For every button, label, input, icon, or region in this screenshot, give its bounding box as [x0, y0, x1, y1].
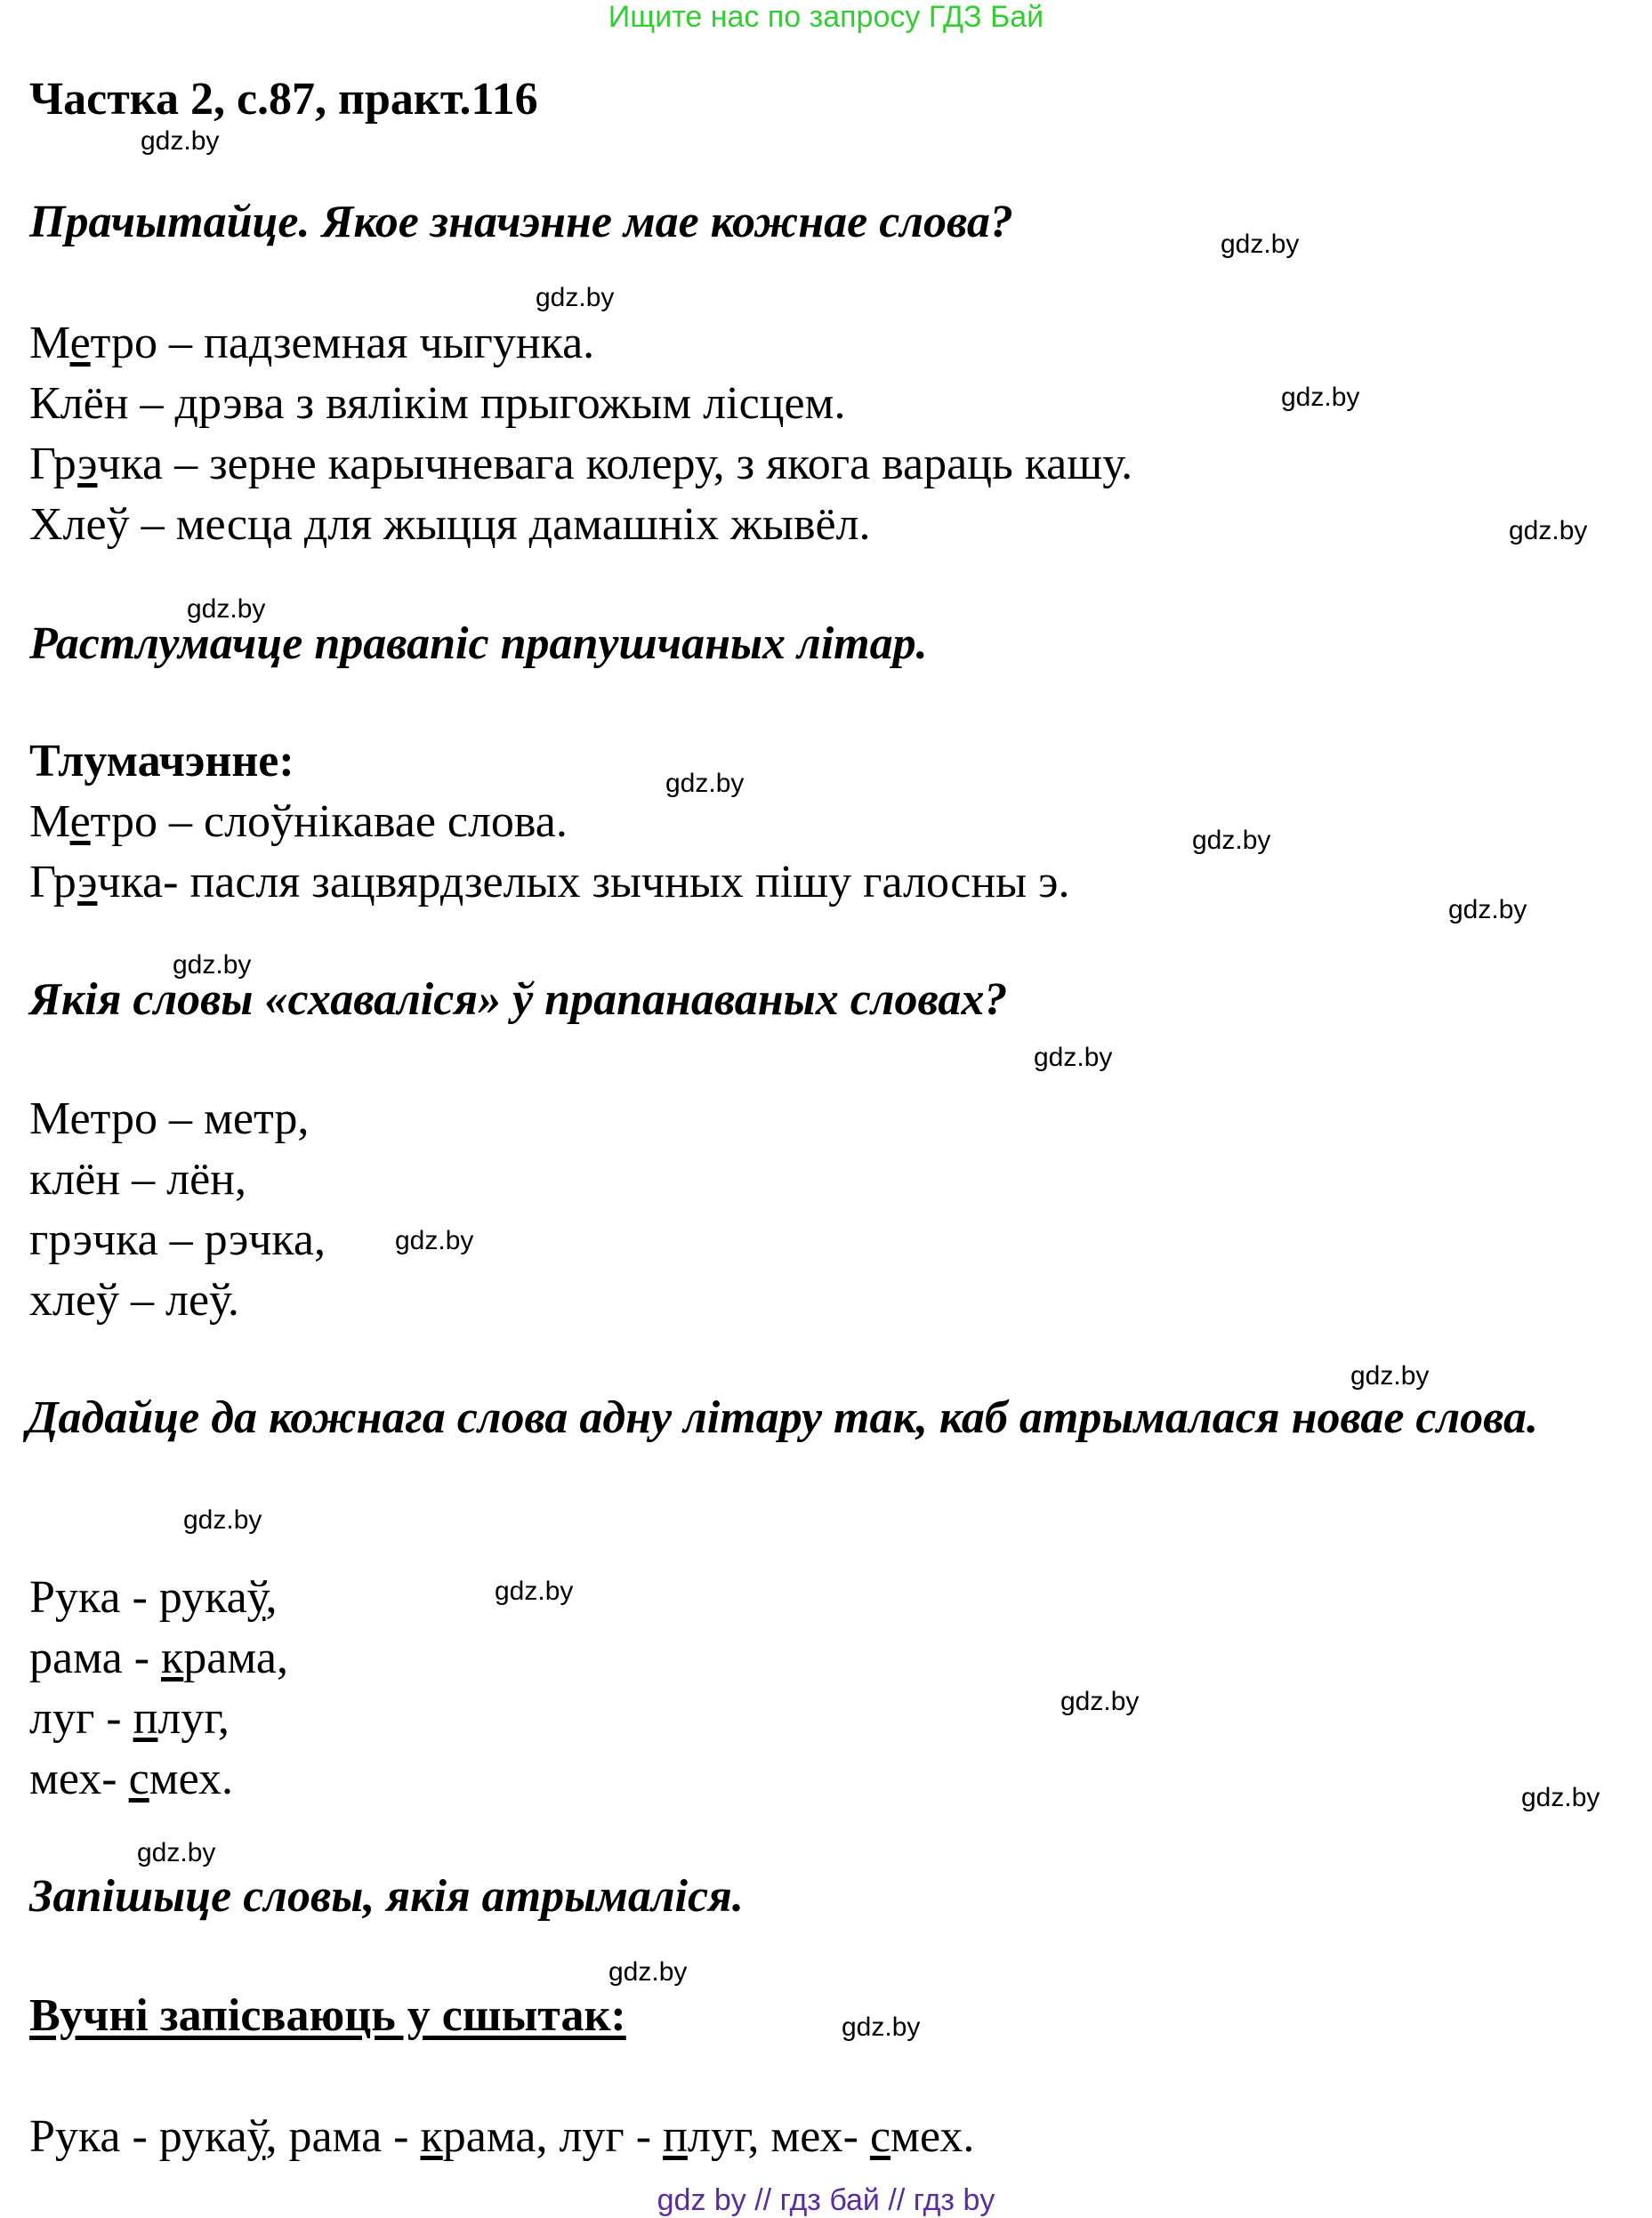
footer-links[interactable]: gdz by // гдз бай // гдз by: [657, 2183, 995, 2217]
answer-line: луг - плуг,: [29, 1693, 230, 1744]
watermark: gdz.by: [608, 1957, 688, 1987]
watermark: gdz.by: [187, 594, 266, 624]
watermark: gdz.by: [1221, 230, 1300, 259]
answer-line: Метро – метр,: [29, 1093, 310, 1144]
watermark: gdz.by: [1448, 895, 1527, 924]
top-banner[interactable]: Ищите нас по запросу ГДЗ Бай: [608, 0, 1044, 34]
question-spelling: Растлумачце правапіс прапушчаных літар.: [29, 618, 928, 669]
answer-line: Грэчка – зерне карычневага колеру, з якога вараць кашу.: [29, 439, 1133, 489]
watermark: gdz.by: [183, 1505, 262, 1535]
explanation-line: Грэчка- пасля зацвярдзелых зычных пішу галосны э.: [29, 857, 1070, 907]
question-add-letter: Дадайце да кожнага слова адну літару так, каб атрымалася новае слова.: [27, 1392, 1539, 1443]
answer-line: Метро – падземная чыгунка.: [29, 318, 595, 368]
watermark: gdz.by: [842, 2012, 921, 2042]
watermark: gdz.by: [173, 950, 252, 980]
watermark: gdz.by: [536, 283, 615, 312]
watermark: gdz.by: [1192, 826, 1271, 855]
answer-line: мех- смех.: [29, 1754, 234, 1804]
answer-line: рама - крама,: [29, 1633, 289, 1683]
answer-line: Хлеў – месца для жыцця дамашніх жывёл.: [29, 499, 871, 550]
answer-line: хлеў – леў.: [29, 1275, 239, 1326]
question-meaning: Прачытайце. Якое значэнне мае кожнае слова?: [29, 197, 1013, 247]
watermark: gdz.by: [1509, 516, 1588, 545]
watermark: gdz.by: [1350, 1361, 1430, 1391]
watermark: gdz.by: [1521, 1783, 1600, 1812]
watermark: gdz.by: [141, 126, 220, 156]
question-write-words: Запішыце словы, якія атрымаліся.: [29, 1871, 744, 1922]
watermark: gdz.by: [395, 1226, 474, 1255]
answer-line: Рука - рукаў,: [29, 1572, 278, 1623]
answer-line: грэчка – рэчка,: [29, 1214, 326, 1265]
notebook-heading: Вучні запісваюць у сшытак:: [29, 1990, 626, 2041]
watermark: gdz.by: [1060, 1687, 1140, 1716]
watermark: gdz.by: [495, 1577, 574, 1606]
answer-line: клён – лён,: [29, 1154, 246, 1205]
explanation-line: Метро – слоўнікавае слова.: [29, 796, 568, 847]
watermark: gdz.by: [1281, 383, 1360, 412]
watermark: gdz.by: [137, 1838, 216, 1867]
answer-line: Клён – дрэва з вялікім прыгожым лісцем.: [29, 378, 846, 429]
page-title: Частка 2, с.87, практ.116: [29, 74, 538, 125]
watermark: gdz.by: [1034, 1043, 1113, 1072]
explanation-heading: Тлумачэнне:: [29, 736, 294, 786]
final-answer-line: Рука - рукаў, рама - крама, луг - плуг, мех- смех.: [29, 2111, 975, 2162]
question-hidden-words: Якія словы «схаваліся» ў прапанаваных словах?: [29, 974, 1008, 1025]
watermark: gdz.by: [665, 769, 745, 798]
